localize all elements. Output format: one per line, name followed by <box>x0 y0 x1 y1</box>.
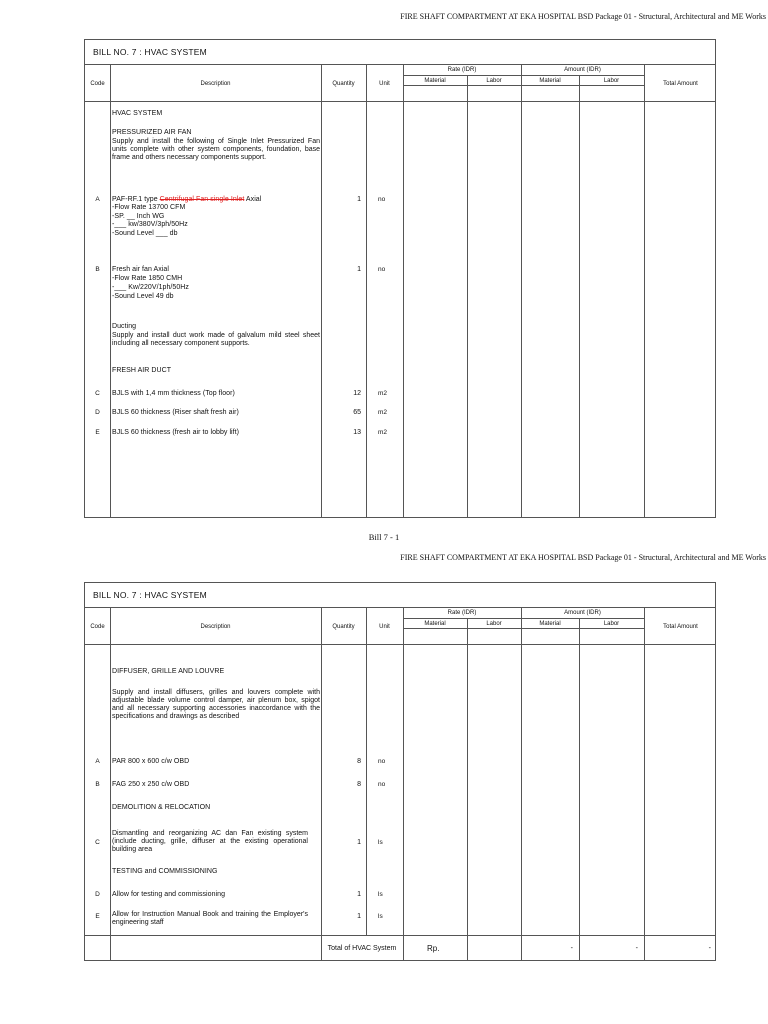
item-qty: 1 <box>357 891 361 898</box>
item-spec: -___ Kw/220V/1ph/50Hz <box>112 284 189 291</box>
section-title: HVAC SYSTEM <box>112 110 163 117</box>
diffuser-desc: Supply and install diffusers, grilles and louvers complete with adjustable blade volume control damper, air plenum box, spigot and all necessary supporting accessories inaccordance with the specifications and drawings as described <box>112 689 320 720</box>
item-code: A <box>95 196 100 203</box>
item-qty: 65 <box>353 409 361 416</box>
item-qty: 1 <box>357 913 361 920</box>
item-description: FAG 250 x 250 c/w OBD <box>112 781 190 788</box>
total-labor: - <box>635 945 638 952</box>
item-code: A <box>95 758 100 765</box>
item-description: PAR 800 x 600 c/w OBD <box>112 758 190 765</box>
total-amount: - <box>708 945 711 952</box>
item-description: BJLS with 1,4 mm thickness (Top floor) <box>112 390 235 397</box>
item-qty: 8 <box>357 758 361 765</box>
item-qty: 13 <box>353 429 361 436</box>
col-code: Code <box>90 623 105 630</box>
col-rate: Rate (IDR) <box>403 65 521 76</box>
col-unit: Unit <box>379 80 390 87</box>
item-spec: -Flow Rate 13700 CFM <box>112 204 186 211</box>
col-amount-labor: Labor <box>579 76 644 86</box>
col-rate-labor: Labor <box>467 619 521 629</box>
col-code: Code <box>90 80 105 87</box>
item-unit: ls <box>378 891 383 898</box>
total-label: Total of HVAC System <box>327 944 397 952</box>
col-total-amount: Total Amount <box>663 80 698 87</box>
item-qty: 1 <box>357 839 361 846</box>
item-code: C <box>95 839 100 846</box>
testing-heading: TESTING and COMMISSIONING <box>112 868 218 875</box>
item-code: B <box>95 266 100 273</box>
item-description: BJLS 60 thickness (fresh air to lobby lift) <box>112 429 240 436</box>
item-spec: -___ kw/380V/3ph/50Hz <box>112 221 188 228</box>
item-unit: no <box>378 781 386 788</box>
page-header: FIRE SHAFT COMPARTMENT AT EKA HOSPITAL BSD Package 01 - Structural, Architectural and ME Works <box>400 553 766 562</box>
bill-title: BILL NO. 7 : HVAC SYSTEM <box>85 40 715 65</box>
item-unit: m2 <box>378 390 388 397</box>
col-total-amount: Total Amount <box>663 623 698 630</box>
total-row <box>85 935 715 960</box>
total-currency: Rp. <box>427 944 440 953</box>
item-spec: -Sound Level 49 db <box>112 293 174 300</box>
table-header <box>85 608 715 645</box>
item-qty: 1 <box>357 266 361 273</box>
col-description: Description <box>200 80 231 87</box>
item-qty: 12 <box>353 390 361 397</box>
page-header: FIRE SHAFT COMPARTMENT AT EKA HOSPITAL BSD Package 01 - Structural, Architectural and ME Works <box>400 12 766 21</box>
col-rate: Rate (IDR) <box>403 608 521 619</box>
item-spec: -Flow Rate 1850 CMH <box>112 275 183 282</box>
col-amount-material: Material <box>521 619 579 629</box>
col-quantity: Quantity <box>332 80 355 87</box>
bill-table-page-1 <box>84 39 716 518</box>
item-code: C <box>95 390 100 397</box>
item-qty: 8 <box>357 781 361 788</box>
col-rate-material: Material <box>403 619 467 629</box>
col-amount-material: Material <box>521 76 579 86</box>
item-description: Allow for Instruction Manual Book and training the Employer's engineering staff <box>112 911 308 926</box>
fan-heading: PRESSURIZED AIR FAN <box>112 129 192 136</box>
col-unit: Unit <box>379 623 390 630</box>
item-unit: no <box>378 196 386 203</box>
col-amount-labor: Labor <box>579 619 644 629</box>
item-code: E <box>95 429 100 436</box>
item-code: B <box>95 781 100 788</box>
item-spec: -Sound Level ___ db <box>112 230 178 237</box>
item-description: Fresh air fan Axial <box>112 266 169 273</box>
total-material: - <box>570 945 573 952</box>
item-description: Allow for testing and commissioning <box>112 891 226 898</box>
struck-text: Centrifugal Fan single Inlet <box>159 196 245 203</box>
item-unit: m2 <box>378 429 388 436</box>
col-rate-labor: Labor <box>467 76 521 86</box>
item-description: PAF-RF.1 type Centrifugal Fan single Inlet Axial <box>112 196 262 203</box>
col-description: Description <box>200 623 231 630</box>
fresh-air-heading: FRESH AIR DUCT <box>112 367 172 374</box>
fan-intro: Supply and install the following of Single Inlet Pressurized Fan units complete with other system components, foundation, base frame and others necessary components support. <box>112 138 320 161</box>
table-header <box>85 65 715 102</box>
item-spec: -SP. __ Inch WG <box>112 213 165 220</box>
item-description: BJLS 60 thickness (Riser shaft fresh air) <box>112 409 239 416</box>
item-code: E <box>95 913 100 920</box>
item-qty: 1 <box>357 196 361 203</box>
demolition-heading: DEMOLITION & RELOCATION <box>112 804 211 811</box>
item-code: D <box>95 891 100 898</box>
item-unit: m2 <box>378 409 388 416</box>
table-body <box>85 102 715 517</box>
col-amount: Amount (IDR) <box>521 65 644 76</box>
item-code: D <box>95 409 100 416</box>
col-amount: Amount (IDR) <box>521 608 644 619</box>
ducting-heading: Ducting <box>112 323 137 330</box>
item-unit: no <box>378 758 386 765</box>
ducting-desc: Supply and install duct work made of galvalum mild steel sheet including all necessary component supports. <box>112 332 320 347</box>
item-unit: no <box>378 266 386 273</box>
item-unit: ls <box>378 913 383 920</box>
table-body <box>85 645 715 935</box>
col-quantity: Quantity <box>332 623 355 630</box>
diffuser-heading: DIFFUSER, GRILLE AND LOUVRE <box>112 668 225 675</box>
col-rate-material: Material <box>403 76 467 86</box>
page-footer: Bill 7 - 1 <box>368 532 400 542</box>
item-unit: ls <box>378 839 383 846</box>
item-description: Dismantling and reorganizing AC dan Fan existing system (include ducting, grille, diffuser at the existing operational building area <box>112 830 308 853</box>
bill-table-page-2 <box>84 582 716 961</box>
bill-title: BILL NO. 7 : HVAC SYSTEM <box>85 583 715 608</box>
